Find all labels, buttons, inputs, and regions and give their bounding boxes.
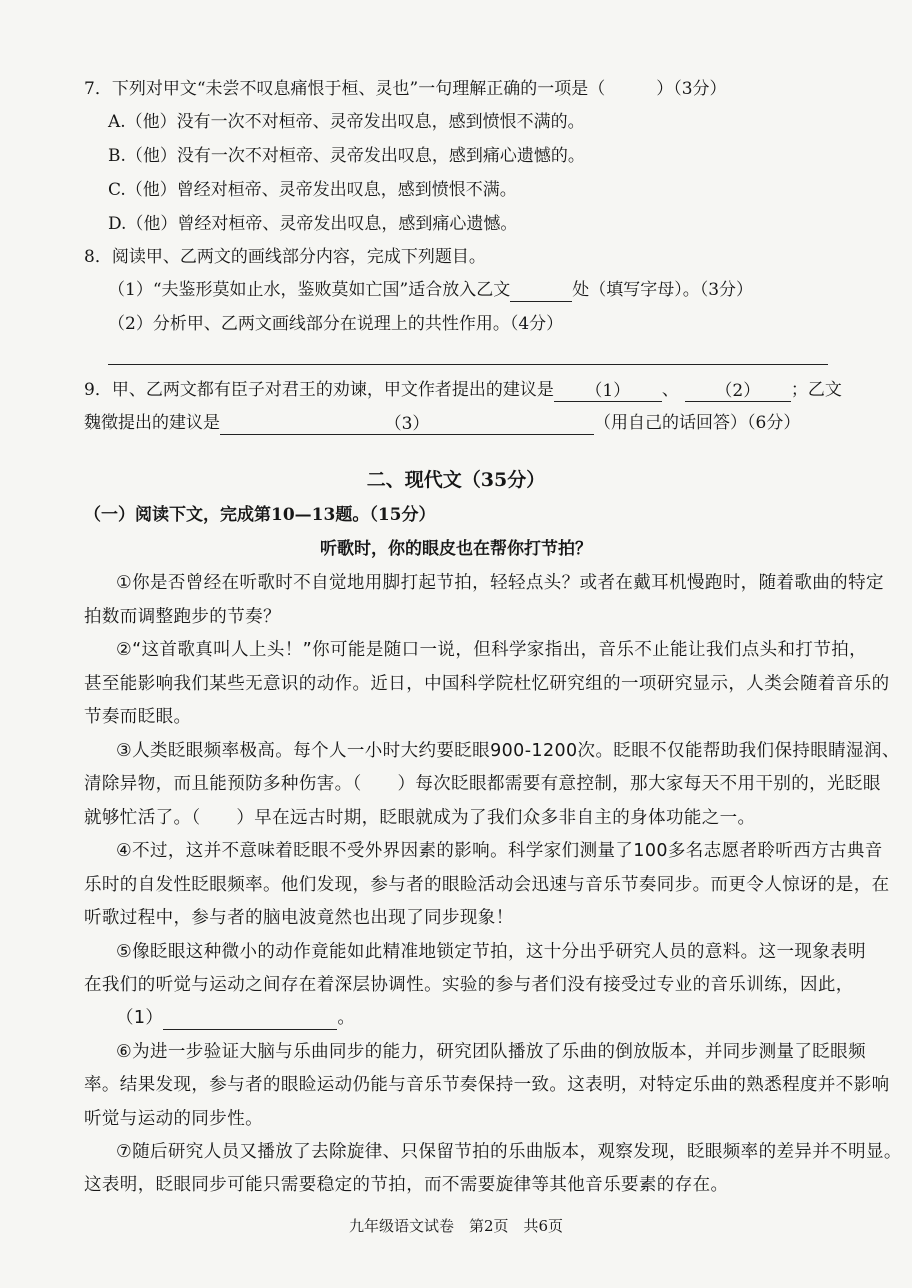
q8-sub1-blank[interactable] bbox=[510, 279, 572, 302]
paragraph-5-blank-label: （1） bbox=[116, 1008, 164, 1028]
q9-separator: 、 bbox=[661, 380, 679, 400]
q7-option-a: A.（他）没有一次不对桓帝、灵帝发出叹息，感到愤恨不满的。 bbox=[108, 112, 585, 132]
section-instruction: （一）阅读下文，完成第10—13题。（15分） bbox=[84, 505, 436, 525]
q8-answer-line[interactable] bbox=[108, 364, 828, 365]
paragraph-6-line-2: 率。结果发现，参与者的眼睑运动仍能与音乐节奏保持一致。这表明，对特定乐曲的熟悉程度并不影响 bbox=[84, 1075, 890, 1095]
q7-option-d: D.（他）曾经对桓帝、灵帝发出叹息，感到痛心遗憾。 bbox=[108, 214, 518, 234]
paragraph-3-line-3: 就够忙活了。（ ）早在远古时期，眨眼就成为了我们众多非自主的身体功能之一。 bbox=[84, 808, 756, 828]
q7-option-b: B.（他）没有一次不对桓帝、灵帝发出叹息，感到痛心遗憾的。 bbox=[108, 146, 585, 166]
paragraph-6-line-3: 听觉与运动的同步性。 bbox=[84, 1109, 263, 1129]
q9-line2 bbox=[84, 411, 800, 435]
q8-stem: 8．阅读甲、乙两文的画线部分内容，完成下列题目。 bbox=[84, 247, 486, 267]
paragraph-6-line-1: ⑥为进一步验证大脑与乐曲同步的能力，研究团队播放了乐曲的倒放版本，并同步测量了眨眼频 bbox=[116, 1042, 866, 1062]
paragraph-1-line-1: ①你是否曾经在听歌时不自觉地用脚打起节拍，轻轻点头？或者在戴耳机慢跑时，随着歌曲的特定 bbox=[116, 573, 884, 593]
paragraph-3-line-1: ③人类眨眼频率极高。每个人一小时大约要眨眼900-1200次。眨眼不仅能帮助我们保持眼睛湿润、 bbox=[116, 741, 900, 761]
q8-sub2: （2）分析甲、乙两文画线部分在说理上的共性作用。（4分） bbox=[108, 314, 564, 334]
q8-sub1-text: （1）“夫鉴形莫如止水，鉴败莫如亡国”适合放入乙文 bbox=[108, 280, 511, 300]
paragraph-2-line-1: ②“这首歌真叫人上头！”你可能是随口一说，但科学家指出，音乐不止能让我们点头和打节拍， bbox=[116, 640, 868, 660]
paragraph-5-line-1: ⑤像眨眼这种微小的动作竟能如此精准地锁定节拍，这十分出乎研究人员的意料。这一现象表明 bbox=[116, 942, 866, 962]
q9-blank-1[interactable]: （1） bbox=[554, 379, 662, 402]
paragraph-4-line-2: 乐时的自发性眨眼频率。他们发现，参与者的眼睑活动会迅速与音乐节奏同步。而更令人惊讶的是，在 bbox=[84, 875, 890, 895]
q9-line1 bbox=[84, 378, 842, 402]
q7-option-c: C.（他）曾经对桓帝、灵帝发出叹息，感到愤恨不满。 bbox=[108, 180, 517, 200]
article-title: 听歌时，你的眼皮也在帮你打节拍？ bbox=[320, 539, 592, 559]
paragraph-7-line-1: ⑦随后研究人员又播放了去除旋律、只保留节拍的乐曲版本，观察发现，眨眼频率的差异并不明显。 bbox=[116, 1142, 902, 1162]
paragraph-1-line-2: 拍数而调整跑步的节奏？ bbox=[84, 607, 281, 627]
q9-blank-2[interactable]: （2） bbox=[685, 379, 791, 402]
paragraph-3-line-2: 清除异物，而且能预防多种伤害。（ ）每次眨眼都需要有意控制，那大家每天不用干别的，光眨眼 bbox=[84, 774, 881, 794]
paragraph-5-blank-end: 。 bbox=[337, 1008, 356, 1028]
paragraph-4-line-1: ④不过，这并不意味着眨眼不受外界因素的影响。科学家们测量了100多名志愿者聆听西方古典音 bbox=[116, 841, 883, 861]
q9-text-1: 9．甲、乙两文都有臣子对君王的劝谏，甲文作者提出的建议是 bbox=[84, 380, 554, 400]
page-footer: 九年级语文试卷 第2页 共6页 bbox=[348, 1217, 564, 1235]
paragraph-5-blank-line bbox=[116, 1006, 355, 1030]
paragraph-2-line-2: 甚至能影响我们某些无意识的动作。近日，中国科学院杜忆研究组的一项研究显示，人类会随着音乐的 bbox=[84, 674, 890, 694]
section-heading: 二、现代文（35分） bbox=[366, 469, 546, 491]
paragraph-5-blank[interactable] bbox=[163, 1007, 337, 1030]
q9-blank-3[interactable]: （3） bbox=[220, 412, 594, 435]
q9-text-2: ；乙文 bbox=[790, 380, 842, 400]
paragraph-7-line-2: 这表明，眨眼同步可能只需要稳定的节拍，而不需要旋律等其他音乐要素的存在。 bbox=[84, 1175, 729, 1195]
paragraph-4-line-3: 听歌过程中，参与者的脑电波竟然也出现了同步现象！ bbox=[84, 908, 514, 928]
paragraph-5-line-2: 在我们的听觉与运动之间存在着深层协调性。实验的参与者们没有接受过专业的音乐训练，因此， bbox=[84, 975, 854, 995]
q7-stem: 7．下列对甲文“未尝不叹息痛恨于桓、灵也”一句理解正确的一项是（ ）（3分） bbox=[84, 79, 727, 99]
q9-text-3: 魏徵提出的建议是 bbox=[84, 413, 220, 433]
q9-text-4: （用自己的话回答）（6分） bbox=[594, 413, 801, 433]
paragraph-2-line-3: 节奏而眨眼。 bbox=[84, 707, 192, 727]
q8-sub1 bbox=[108, 278, 753, 302]
q8-sub1-tail: 处（填写字母）。（3分） bbox=[572, 280, 754, 300]
